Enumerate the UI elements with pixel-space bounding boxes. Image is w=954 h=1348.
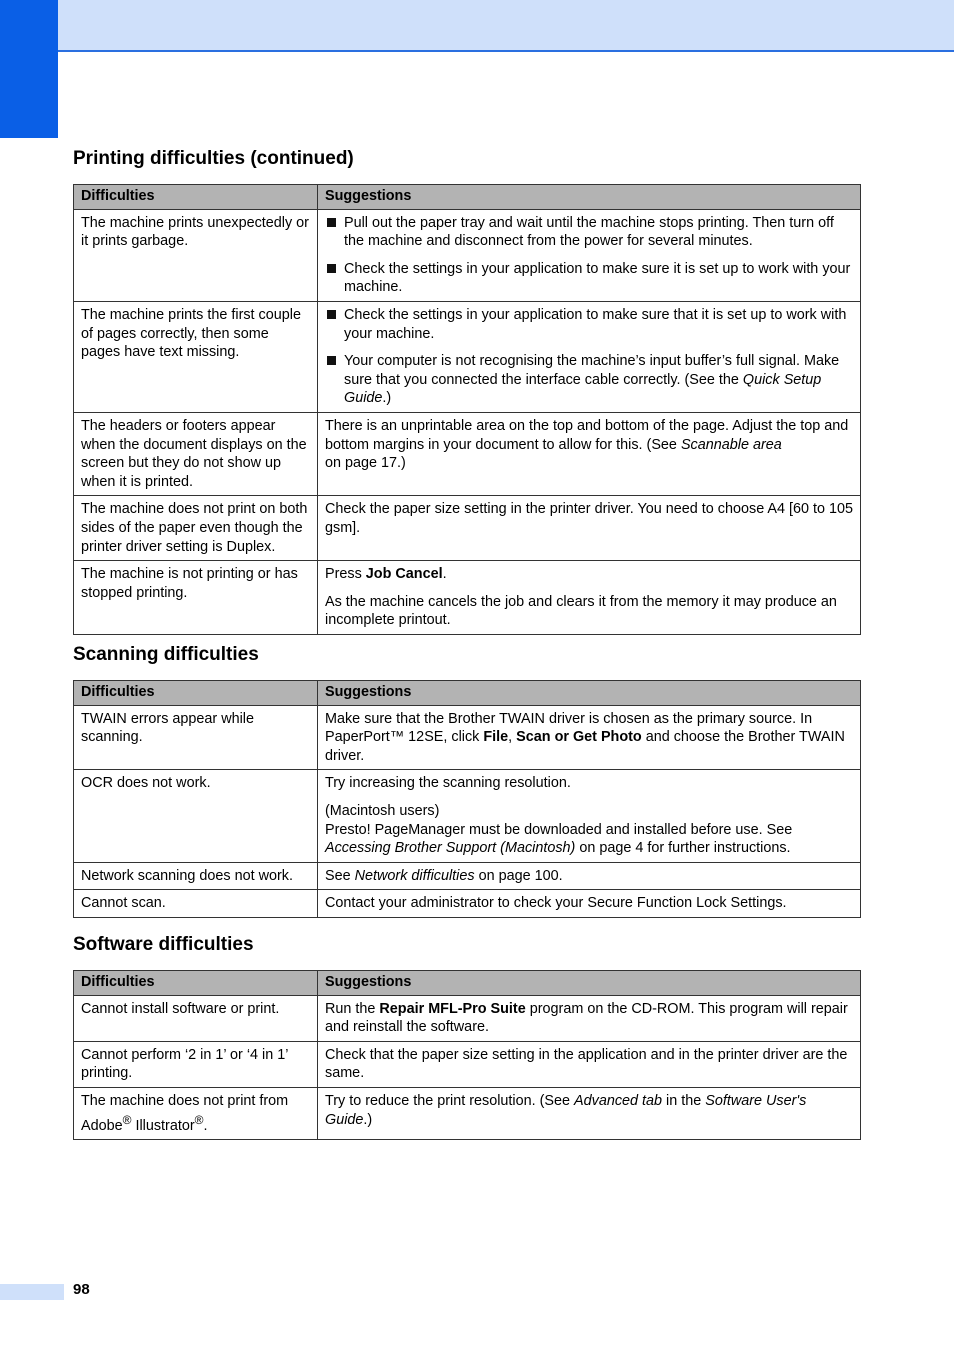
table-row bbox=[74, 770, 861, 862]
difficulty-cell: Cannot install software or print. bbox=[74, 995, 318, 1041]
printing-table bbox=[73, 184, 861, 635]
difficulty-cell: The machine does not print from Adobe® Illustrator®. bbox=[74, 1087, 318, 1139]
difficulty-cell: Network scanning does not work. bbox=[74, 862, 318, 890]
difficulty-cell: The headers or footers appear when the document displays on the screen but they do not show up when it is printed. bbox=[74, 412, 318, 495]
bullet-text: Check the settings in your application to make sure it is set up to work with your machine. bbox=[344, 260, 851, 296]
page-number: 98 bbox=[73, 1281, 90, 1298]
square-bullet-icon bbox=[327, 356, 336, 365]
bullet-item bbox=[325, 306, 853, 343]
header-suggestions: Suggestions bbox=[318, 971, 861, 996]
bullet-item bbox=[325, 352, 853, 408]
difficulty-cell: OCR does not work. bbox=[74, 770, 318, 862]
table-row bbox=[74, 301, 861, 412]
table-row bbox=[74, 705, 861, 770]
table-header-row bbox=[74, 185, 861, 210]
network-difficulties-ref: Network difficulties bbox=[354, 867, 475, 884]
chapter-tab bbox=[0, 0, 58, 138]
scanning-section-title: Scanning difficulties bbox=[73, 644, 259, 665]
difficulty-cell: The machine prints the first couple of pages correctly, then some pages have text missing. bbox=[74, 301, 318, 412]
header-suggestions: Suggestions bbox=[318, 185, 861, 210]
difficulty-cell: Cannot perform ‘2 in 1’ or ‘4 in 1’ printing. bbox=[74, 1041, 318, 1087]
table-row bbox=[74, 890, 861, 918]
table-row bbox=[74, 561, 861, 635]
difficulty-cell: The machine prints unexpectedly or it prints garbage. bbox=[74, 209, 318, 301]
bullet-text: Pull out the paper tray and wait until the machine stops printing. Then turn off the machine and disconnect from the power for several minutes. bbox=[344, 214, 834, 250]
bullet-item bbox=[325, 260, 853, 297]
table-row bbox=[74, 1041, 861, 1087]
header-difficulties: Difficulties bbox=[74, 185, 318, 210]
difficulty-cell: The machine is not printing or has stopped printing. bbox=[74, 561, 318, 635]
table-row bbox=[74, 412, 861, 495]
difficulty-cell: Cannot scan. bbox=[74, 890, 318, 918]
suggestion-cell: Run the Repair MFL-Pro Suite program on the CD-ROM. This program will repair and reinstall the software. bbox=[318, 995, 861, 1041]
square-bullet-icon bbox=[327, 264, 336, 273]
difficulty-cell: The machine does not print on both sides of the paper even though the printer driver setting is Duplex. bbox=[74, 496, 318, 561]
suggestion-cell: Press Job Cancel. As the machine cancels the job and clears it from the memory it may produce an incomplete printout. bbox=[318, 561, 861, 635]
table-header-row bbox=[74, 681, 861, 706]
scannable-area-ref: Scannable area bbox=[680, 436, 782, 453]
suggestion-cell: There is an unprintable area on the top and bottom of the page. Adjust the top and bottom margins in your document to allow for this. (See Scannable area on page 17.) bbox=[318, 412, 861, 495]
bullet-item bbox=[325, 214, 853, 251]
bullet-text: Check the settings in your application to make sure that it is set up to work with your machine. bbox=[344, 306, 847, 342]
table-row bbox=[74, 862, 861, 890]
square-bullet-icon bbox=[327, 310, 336, 319]
suggestion-cell: Check that the paper size setting in the application and in the printer driver are the same. bbox=[318, 1041, 861, 1087]
suggestion-cell: See Network difficulties on page 100. bbox=[318, 862, 861, 890]
suggestion-cell: Try increasing the scanning resolution. (Macintosh users) Presto! PageManager must be downloaded and installed before use. See Accessing Brother Support (Macintosh) on page 4 for further instructions. bbox=[318, 770, 861, 862]
scanning-table bbox=[73, 680, 861, 918]
header-difficulties: Difficulties bbox=[74, 681, 318, 706]
table-row bbox=[74, 1087, 861, 1139]
suggestion-cell bbox=[318, 301, 861, 412]
suggestion-cell: Check the paper size setting in the printer driver. You need to choose A4 [60 to 105 gsm]. bbox=[318, 496, 861, 561]
header-difficulties: Difficulties bbox=[74, 971, 318, 996]
quick-setup-guide-ref: Quick Setup Guide bbox=[344, 371, 822, 407]
square-bullet-icon bbox=[327, 218, 336, 227]
table-row bbox=[74, 995, 861, 1041]
printing-section-title: Printing difficulties (continued) bbox=[73, 148, 354, 169]
header-suggestions: Suggestions bbox=[318, 681, 861, 706]
table-row bbox=[74, 496, 861, 561]
header-band bbox=[0, 0, 954, 52]
suggestion-cell: Make sure that the Brother TWAIN driver is chosen as the primary source. In PaperPort™ 12SE, click File, Scan or Get Photo and choose the Brother TWAIN driver. bbox=[318, 705, 861, 770]
bullet-text: Your computer is not recognising the machine’s input buffer’s full signal. Make sure that you connected the interface cable correctly. (See the Quick Setup Guide.) bbox=[344, 353, 840, 407]
table-header-row bbox=[74, 971, 861, 996]
job-cancel-key-label: Job Cancel bbox=[365, 566, 443, 583]
suggestion-cell: Try to reduce the print resolution. (See Advanced tab in the Software User's Guide.) bbox=[318, 1087, 861, 1139]
table-row bbox=[74, 209, 861, 301]
suggestion-cell: Contact your administrator to check your Secure Function Lock Settings. bbox=[318, 890, 861, 918]
suggestion-cell bbox=[318, 209, 861, 301]
software-section-title: Software difficulties bbox=[73, 934, 254, 955]
software-table bbox=[73, 970, 861, 1140]
difficulty-cell: TWAIN errors appear while scanning. bbox=[74, 705, 318, 770]
footer-band bbox=[0, 1284, 64, 1300]
brother-support-ref: Accessing Brother Support (Macintosh) bbox=[325, 840, 576, 857]
